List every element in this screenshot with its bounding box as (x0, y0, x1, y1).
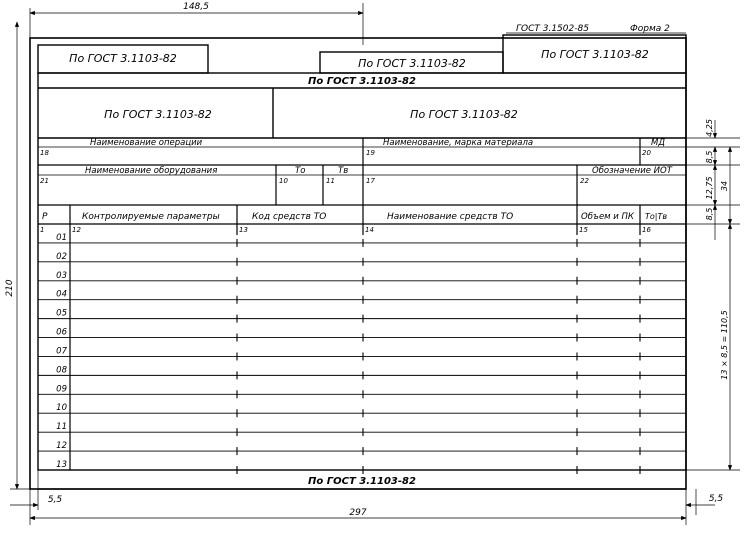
form-number-label: Форма 2 (630, 24, 670, 34)
label-operation-name: Наименование операции (90, 138, 203, 148)
label-to: То (295, 166, 306, 176)
table-row-number: 01 (56, 232, 67, 243)
label-material-name: Наименование, марка материала (383, 138, 534, 148)
field-num-10: 10 (279, 177, 288, 185)
dim-right-top-label: 4,25 (705, 119, 714, 137)
col-header-p: Р (42, 212, 48, 222)
dim-r-long-label: 13 × 8,5 = 110,5 (720, 310, 729, 380)
field-num-18: 18 (40, 149, 49, 157)
form-gost-label: ГОСТ 3.1502-85 (516, 24, 589, 34)
stamp-bottom: По ГОСТ 3.1103-82 (308, 476, 416, 487)
field-num-21: 21 (40, 177, 49, 185)
field-num-19: 19 (366, 149, 375, 157)
field-num-17: 17 (366, 177, 375, 185)
table-row-number: 08 (56, 365, 67, 376)
col-header-name: Наименование средств ТО (387, 212, 514, 222)
label-tv: Тв (338, 166, 349, 176)
col-header-code: Код средств ТО (252, 212, 327, 222)
col-num-16: 16 (642, 226, 651, 234)
field-num-11: 11 (326, 177, 335, 185)
dim-r85b-label: 8,5 (705, 207, 714, 221)
table-row-number: 05 (56, 308, 67, 319)
table-row-number: 10 (56, 403, 67, 414)
outer-frame (30, 38, 686, 489)
table-row-number: 11 (56, 422, 67, 433)
dim-r34-label: 34 (720, 180, 729, 192)
stamp-row2: По ГОСТ 3.1103-82 (308, 76, 416, 87)
dim-right-bottom-label: 5,5 (708, 494, 724, 504)
col-num-14: 14 (365, 226, 374, 234)
table-row-number: 02 (56, 251, 67, 262)
field-num-20: 20 (642, 149, 651, 157)
table-row-number: 09 (56, 384, 67, 395)
col-header-to-tv: То|Тв (645, 212, 668, 221)
dim-bottom-label: 297 (349, 508, 367, 518)
label-md: МД (651, 138, 665, 148)
inner-frame (38, 73, 686, 470)
dim-left-bottom-label: 5,5 (47, 495, 63, 505)
dim-r85-label: 8,5 (705, 150, 714, 164)
table-row-number: 03 (56, 270, 67, 281)
stamp-row3-right: По ГОСТ 3.1103-82 (410, 108, 518, 121)
label-iot: Обозначение ИОТ (592, 166, 672, 176)
table-row-number: 12 (56, 441, 67, 452)
dim-r1275-label: 12,75 (705, 176, 714, 200)
dim-top-label: 148,5 (183, 2, 209, 12)
field-num-22: 22 (580, 177, 589, 185)
label-equipment-name: Наименование оборудования (85, 166, 218, 176)
table-row-number: 04 (56, 289, 67, 300)
stamp-top-right: По ГОСТ 3.1103-82 (541, 48, 649, 61)
stamp-top-left: По ГОСТ 3.1103-82 (69, 52, 177, 65)
stamp-top-mid: По ГОСТ 3.1103-82 (358, 57, 466, 70)
col-num-1: 1 (40, 226, 45, 234)
table-row-number: 07 (56, 346, 67, 357)
col-header-params: Контролируемые параметры (82, 212, 220, 222)
col-num-15: 15 (579, 226, 588, 234)
col-header-volume: Объем и ПК (581, 212, 634, 222)
table-row-number: 13 (56, 460, 67, 470)
stamp-row3-left: По ГОСТ 3.1103-82 (104, 108, 212, 121)
dim-left-label: 210 (5, 279, 15, 297)
col-num-12: 12 (72, 226, 81, 234)
table-row-number: 06 (56, 327, 67, 338)
col-num-13: 13 (239, 226, 248, 234)
